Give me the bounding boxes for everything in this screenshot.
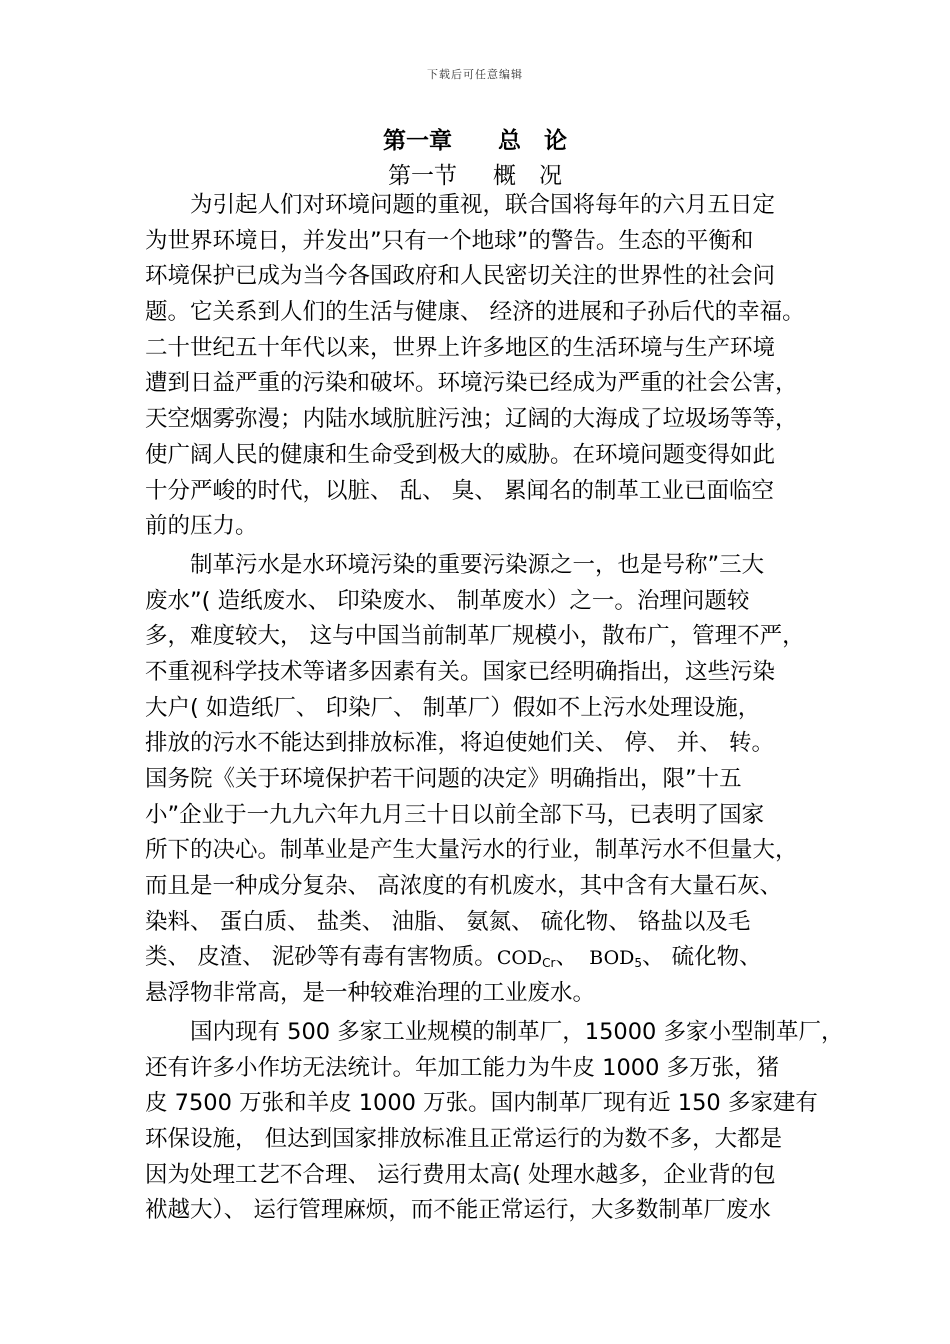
text-line: 遭到日益严重的污染和破坏。环境污染已经成为严重的社会公害， bbox=[145, 370, 798, 397]
cod-subscript: Cr bbox=[542, 956, 556, 971]
text-line: 还有许多小作坊无法统计。年加工能力为牛皮 1000 多万张，猪 bbox=[145, 1054, 780, 1081]
text-line: 题。它关系到人们的生活与健康、 经济的进展和子孙后代的幸福。 bbox=[145, 299, 805, 326]
text-line: 二十世纪五十年代以来，世界上许多地区的生活环境与生产环境 bbox=[145, 334, 776, 361]
header-note: 下载后可任意编辑 bbox=[427, 68, 523, 81]
text-line: 悬浮物非常高，是一种较难治理的工业废水。 bbox=[145, 980, 596, 1007]
text-line: 所下的决心。制革业是产生大量污水的行业，制革污水不但量大， bbox=[145, 837, 798, 864]
text-line-with-formulas: 类、 皮渣、 泥砂等有毒有害物质。$COD_{Cr}$、 $BOD_5$、 硫化物、 bbox=[145, 944, 762, 971]
text-line: 使广阔人民的健康和生命受到极大的威胁。在环境问题变得如此 bbox=[145, 441, 776, 468]
text-line: 大户( 如造纸厂、 印染厂、 制革厂）假如不上污水处理设施， bbox=[145, 694, 761, 721]
text-line: 为世界环境日，并发出”只有一个地球”的警告。生态的平衡和 bbox=[145, 227, 754, 254]
bod-label: BOD bbox=[589, 947, 635, 970]
text-segment: 、 硫化物、 bbox=[642, 944, 762, 971]
bod-subscript: 5 bbox=[634, 956, 643, 971]
text-line: 前的压力。 bbox=[145, 513, 258, 540]
text-line: 多，难度较大， 这与中国当前制革厂规模小，散布广，管理不严， bbox=[145, 623, 805, 650]
paragraph-1 bbox=[145, 188, 817, 545]
paragraph-3 bbox=[145, 1015, 844, 1229]
text-line: 天空烟雾弥漫；内陆水域肮脏污浊；辽阔的大海成了垃圾场等等， bbox=[145, 406, 798, 433]
chapter-label: 第一章 bbox=[383, 128, 452, 154]
section-name: 概 况 bbox=[493, 163, 562, 189]
chapter-title bbox=[0, 122, 950, 155]
text-line: 小”企业于一九九六年九月三十日以前全部下马，已表明了国家 bbox=[145, 801, 765, 828]
section-title bbox=[0, 157, 950, 190]
text-line: 袱越大）、 运行管理麻烦，而不能正常运行，大多数制革厂废水 bbox=[145, 1197, 771, 1224]
text-line: 环境保护已成为当今各国政府和人民密切关注的世界性的社会问 bbox=[145, 263, 776, 290]
text-line: 为引起人们对环境问题的重视，联合国将每年的六月五日定 bbox=[145, 192, 776, 218]
text-line: 环保设施， 但达到国家排放标准且正常运行的为数不多，大都是 bbox=[145, 1125, 783, 1152]
text-line: 国务院《关于环境保护若干问题的决定》明确指出，限”十五 bbox=[145, 766, 742, 792]
text-line: 废水”( 造纸废水、 印染废水、 制革废水）之一。治理问题较 bbox=[145, 587, 750, 614]
text-line: 制革污水是水环境污染的重要污染源之一，也是号称”三大 bbox=[145, 551, 765, 578]
paragraph-2 bbox=[145, 548, 817, 1012]
section-label: 第一节 bbox=[388, 163, 457, 189]
text-line: 排放的污水不能达到排放标准，将迫使她们关、 停、 并、 转。 bbox=[145, 730, 774, 757]
text-segment: 类、 皮渣、 泥砂等有毒有害物质。 bbox=[145, 944, 497, 971]
cod-label: COD bbox=[496, 947, 543, 970]
text-line: 因为处理工艺不合理、 运行费用太高( 处理水越多，企业背的包 bbox=[145, 1161, 776, 1188]
document-body bbox=[145, 188, 844, 1229]
text-line: 皮 7500 万张和羊皮 1000 万张。国内制革厂现有近 150 多家建有 bbox=[145, 1090, 818, 1117]
chapter-name: 总 论 bbox=[498, 128, 567, 154]
text-line: 而且是一种成分复杂、 高浓度的有机废水，其中含有大量石灰、 bbox=[145, 873, 783, 900]
text-line: 不重视科学技术等诸多因素有关。国家已经明确指出，这些污染 bbox=[145, 658, 776, 685]
text-line: 十分严峻的时代，以脏、 乱、 臭、 累闻名的制革工业已面临空 bbox=[145, 477, 774, 504]
text-line: 国内现有 500 多家工业规模的制革厂，15000 多家小型制革厂， bbox=[145, 1018, 844, 1045]
text-line: 染料、 蛋白质、 盐类、 油脂、 氨氮、 硫化物、 铬盐以及毛 bbox=[145, 908, 751, 935]
